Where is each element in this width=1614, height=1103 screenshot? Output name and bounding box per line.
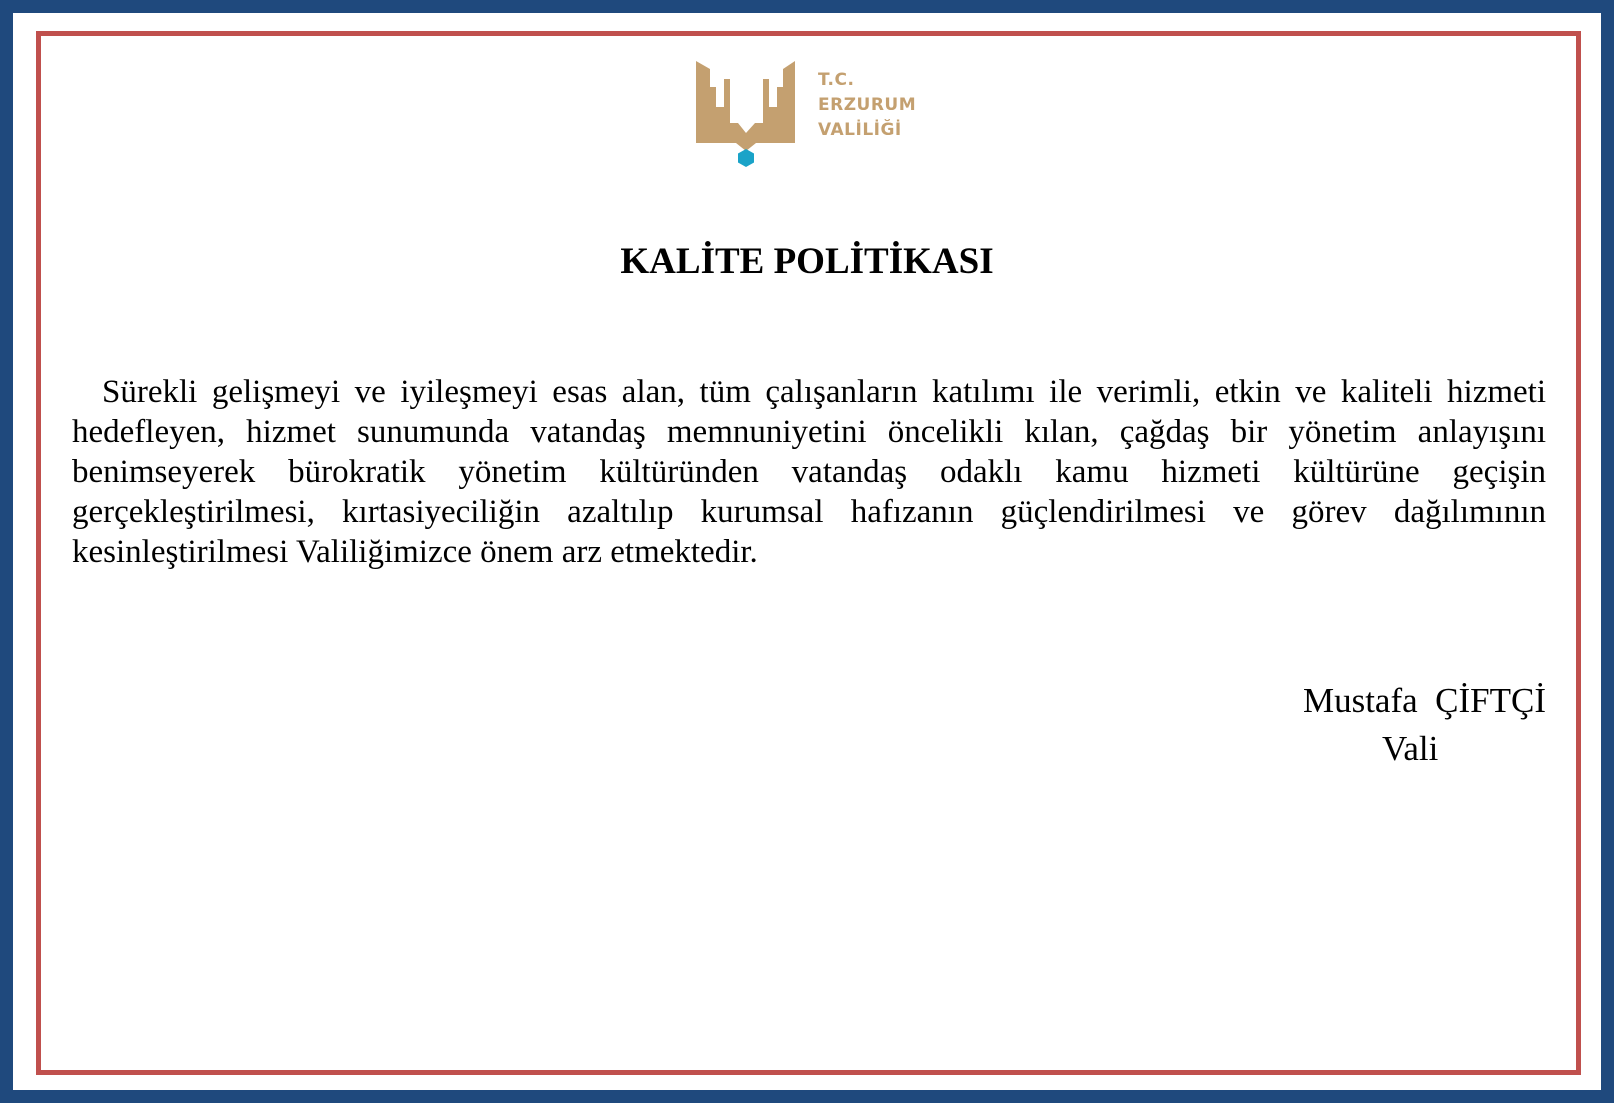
- logo-line-valiligi: VALİLİĞİ: [818, 120, 902, 140]
- erzurum-valiligi-logo: [694, 57, 954, 172]
- logo-line-erzurum: ERZURUM: [818, 95, 917, 115]
- signatory-name: Mustafa ÇİFTÇİ: [1302, 681, 1546, 720]
- erzurum-valiligi-emblem-icon: [694, 57, 809, 172]
- signatory-title: Vali: [1382, 729, 1439, 768]
- policy-paragraph: Sürekli gelişmeyi ve iyileşmeyi esas alan, tüm çalışanların katılımı ile verimli, etkin ve kaliteli hizmeti hedefleyen, hizmet sunumunda vatandaş memnuniyetini öncelikli kılan, çağdaş bir yönetim anlayışını benimseyerek bürokratik yönetim kültüründen vatandaş odaklı kamu hizmeti kültürüne geçişin gerçekleştirilmesi, kırtasiyeciliğin azaltılıp kurumsal hafızanın güçlendirilmesi ve görev dağılımının kesinleştirilmesi Valiliğimizce önem arz etmektedir.: [72, 374, 1546, 570]
- logo-line-tc: T.C.: [818, 70, 855, 90]
- document-title: KALİTE POLİTİKASI: [620, 241, 994, 282]
